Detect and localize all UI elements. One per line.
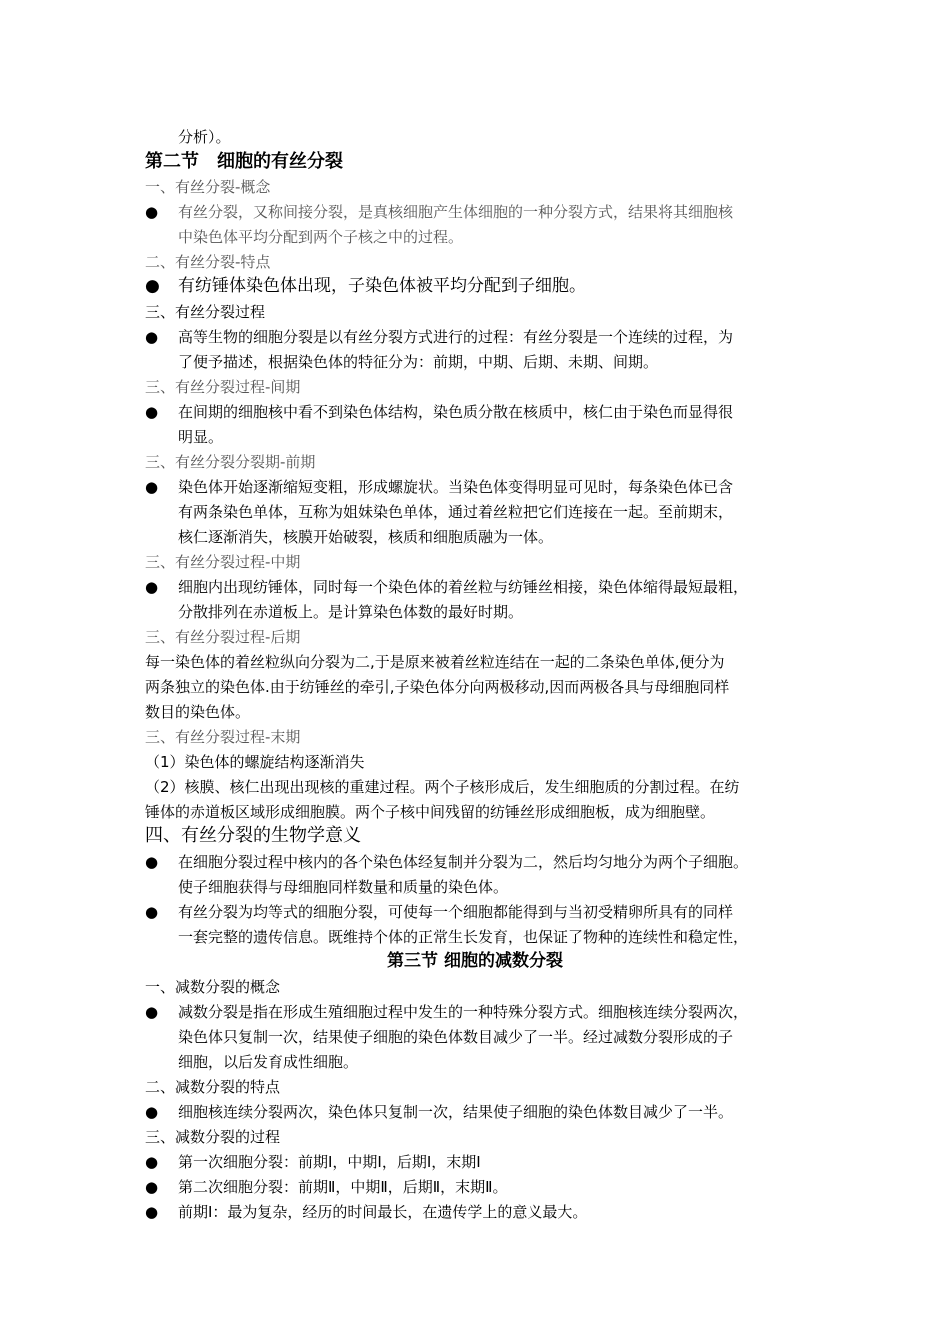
subheading: 一、减数分裂的概念 <box>145 978 281 996</box>
bullet-icon: ● <box>145 1153 159 1171</box>
text-line: 有两条染色单体，互称为姐妹染色单体，通过着丝粒把它们连接在一起。至前期末， <box>178 503 734 521</box>
text-line: 数目的染色体。 <box>145 703 251 721</box>
bullet-icon: ● <box>145 1203 159 1221</box>
subheading: 二、减数分裂的特点 <box>145 1078 281 1096</box>
text-line: 有丝分裂，又称间接分裂，是真核细胞产生体细胞的一种分裂方式，结果将其细胞核 <box>178 203 734 221</box>
text-line: 在细胞分裂过程中核内的各个染色体经复制并分裂为二，然后均匀地分为两个子细胞。 <box>178 853 749 871</box>
subheading: 三、有丝分裂分裂期-前期 <box>145 453 316 471</box>
text-line: 第二次细胞分裂：前期Ⅱ，中期Ⅱ，后期Ⅱ，末期Ⅱ。 <box>178 1178 508 1196</box>
bullet-icon: ● <box>145 478 159 496</box>
text-line: 减数分裂是指在形成生殖细胞过程中发生的一种特殊分裂方式。细胞核连续分裂两次， <box>178 1003 749 1021</box>
bullet-icon: ● <box>145 1003 159 1021</box>
subheading: 一、有丝分裂-概念 <box>145 178 271 196</box>
subheading: 三、有丝分裂过程-间期 <box>145 378 301 396</box>
bullet-icon: ● <box>145 1178 159 1196</box>
subheading: 三、减数分裂的过程 <box>145 1128 281 1146</box>
section-heading: 第三节 细胞的减数分裂 <box>387 951 563 971</box>
bullet-icon: ● <box>145 203 159 221</box>
text-line: 两条独立的染色体.由于纺锤丝的牵引,子染色体分向两极移动,因而两极各具与母细胞同样 <box>145 678 730 696</box>
text-line: 明显。 <box>178 428 224 446</box>
bullet-icon: ● <box>145 903 159 921</box>
bullet-icon: ● <box>145 853 159 871</box>
text-line: 细胞，以后发育成性细胞。 <box>178 1053 359 1071</box>
bullet-icon: ● <box>145 1103 159 1121</box>
subheading: 二、有丝分裂-特点 <box>145 253 271 271</box>
text-line: 分析）。 <box>178 128 231 146</box>
text-line: 中染色体平均分配到两个子核之中的过程。 <box>178 228 464 246</box>
text-line: （2）核膜、核仁出现出现核的重建过程。两个子核形成后，发生细胞质的分割过程。在纺 <box>145 778 740 796</box>
subheading: 三、有丝分裂过程-后期 <box>145 628 301 646</box>
text-line: 染色体只复制一次，结果使子细胞的染色体数目减少了一半。经过减数分裂形成的子 <box>178 1028 734 1046</box>
bullet-icon: ● <box>145 328 159 346</box>
text-line: 每一染色体的着丝粒纵向分裂为二,于是原来被着丝粒连结在一起的二条染色单体,便分为 <box>145 653 725 671</box>
text-line: 一套完整的遗传信息。既维持个体的正常生长发育，也保证了物种的连续性和稳定性， <box>178 928 749 946</box>
bullet-icon: ● <box>145 403 159 421</box>
bullet-icon: ● <box>145 276 160 296</box>
subheading: 三、有丝分裂过程-末期 <box>145 728 301 746</box>
text-line: 核仁逐渐消失，核膜开始破裂，核质和细胞质融为一体。 <box>178 528 554 546</box>
text-line: 染色体开始逐渐缩短变粗，形成螺旋状。当染色体变得明显可见时，每条染色体已含 <box>178 478 734 496</box>
subheading: 三、有丝分裂过程 <box>145 303 266 321</box>
text-line: 锤体的赤道板区域形成细胞膜。两个子核中间残留的纺锤丝形成细胞板，成为细胞壁。 <box>145 803 716 821</box>
text-line: 细胞核连续分裂两次，染色体只复制一次，结果使子细胞的染色体数目减少了一半。 <box>178 1103 734 1121</box>
subheading: 三、有丝分裂过程-中期 <box>145 553 301 571</box>
text-line: 在间期的细胞核中看不到染色体结构，染色质分散在核质中，核仁由于染色而显得很 <box>178 403 734 421</box>
text-line: 前期Ⅰ：最为复杂，经历的时间最长，在遗传学上的意义最大。 <box>178 1203 588 1221</box>
text-line: 有丝分裂为均等式的细胞分裂，可使每一个细胞都能得到与当初受精卵所具有的同样 <box>178 903 734 921</box>
text-line: 了便予描述，根据染色体的特征分为：前期，中期、后期、未期、间期。 <box>178 353 659 371</box>
text-line: 细胞内出现纺锤体，同时每一个染色体的着丝粒与纺锤丝相接，染色体缩得最短最粗， <box>178 578 749 596</box>
text-line: 高等生物的细胞分裂是以有丝分裂方式进行的过程：有丝分裂是一个连续的过程，为 <box>178 328 734 346</box>
text-line: 使子细胞获得与母细胞同样数量和质量的染色体。 <box>178 878 509 896</box>
text-line: 分散排列在赤道板上。是计算染色体数的最好时期。 <box>178 603 524 621</box>
text-line: 第一次细胞分裂：前期Ⅰ，中期Ⅰ，后期Ⅰ，末期Ⅰ <box>178 1153 481 1171</box>
subheading: 四、有丝分裂的生物学意义 <box>145 825 361 846</box>
text-line: 有纺锤体染色体出现，子染色体被平均分配到子细胞。 <box>178 276 586 296</box>
bullet-icon: ● <box>145 578 159 596</box>
text-line: （1）染色体的螺旋结构逐渐消失 <box>145 753 365 771</box>
section-heading: 第二节 细胞的有丝分裂 <box>145 151 343 172</box>
